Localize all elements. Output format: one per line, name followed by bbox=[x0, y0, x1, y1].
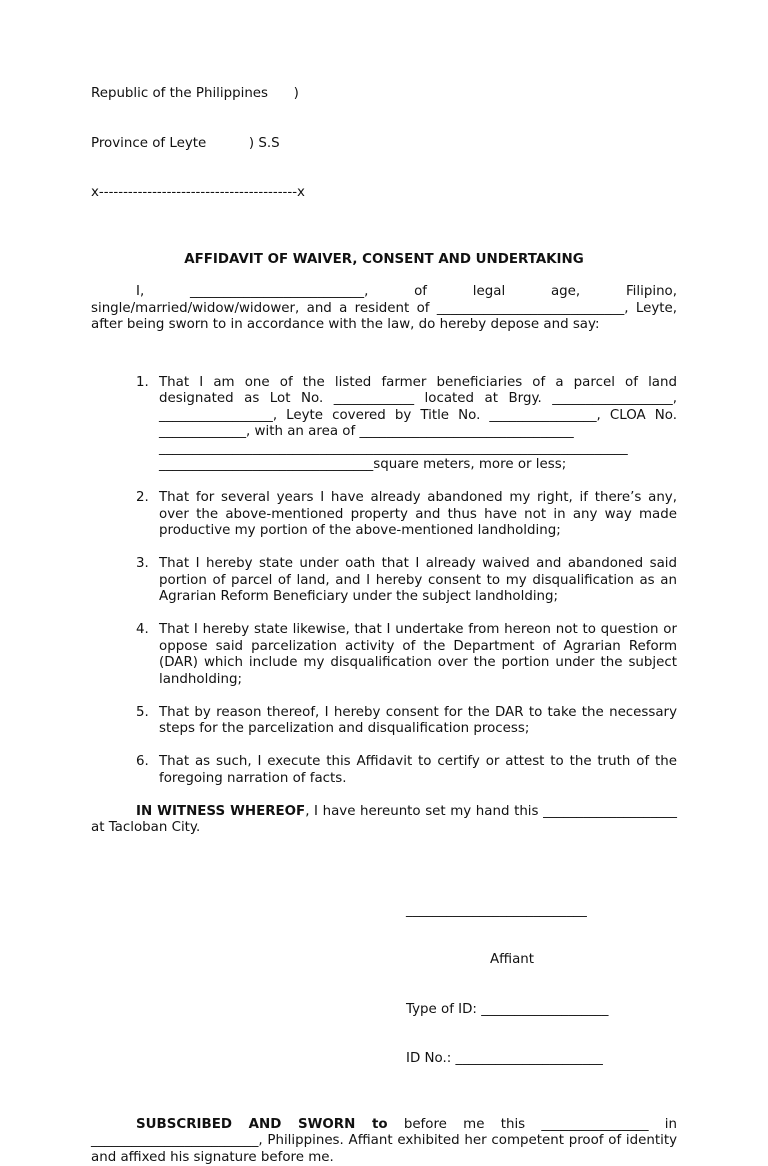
caption-line-separator: x-----------------------------------------x bbox=[91, 185, 677, 202]
signature-line: ___________________________ bbox=[406, 903, 677, 920]
witness-bold-phrase: IN WITNESS WHEREOF bbox=[136, 804, 305, 819]
document-title: AFFIDAVIT OF WAIVER, CONSENT AND UNDERTAKING bbox=[91, 252, 677, 269]
item-text: That I hereby state likewise, that I undertake from hereon not to question or oppose said parcelization activity of the Department of Agrarian Reform (DAR) which include my disqualification over the portion under the subject landholding; bbox=[159, 622, 677, 688]
averment-item-3 bbox=[91, 556, 677, 606]
item-number: 4. bbox=[136, 622, 149, 639]
caption-line-province: Province of Leyte ) S.S bbox=[91, 136, 677, 153]
venue-caption bbox=[91, 53, 677, 235]
caption-line-republic: Republic of the Philippines ) bbox=[91, 86, 677, 103]
item-text: That I am one of the listed farmer beneficiaries of a parcel of land designated as Lot No. ____________ located at Brgy. __________________, _________________, Leyte covered by Title No. ________________, CLOA No. _____________, with an area of ________________________________ bbox=[159, 375, 677, 441]
jurat-rest: before me this ________________ in _________________________, Philippines. Affiant exhibited her competent proof of identity and affixed his signature before me. bbox=[91, 1117, 677, 1165]
item-number: 5. bbox=[136, 705, 149, 722]
id-number-field: ID No.: ______________________ bbox=[406, 1051, 677, 1068]
intro-paragraph: I, __________________________, of legal age, Filipino, single/married/widow/widower, and a resident of ____________________________, Leyte, after being sworn to in accordance with the law, do hereby depose and say: bbox=[91, 284, 677, 334]
averment-item-6 bbox=[91, 754, 677, 787]
item-number: 3. bbox=[136, 556, 149, 573]
signature-block bbox=[406, 870, 677, 1101]
witness-rest: , I have hereunto set my hand this ____________________ at Tacloban City. bbox=[91, 804, 677, 836]
jurat-paragraph bbox=[91, 1117, 677, 1166]
item-blank-line: ______________________________________________________________________ bbox=[159, 441, 677, 458]
item-number: 1. bbox=[136, 375, 149, 392]
averment-item-1 bbox=[91, 375, 677, 474]
item-number: 6. bbox=[136, 754, 149, 771]
item-number: 2. bbox=[136, 490, 149, 507]
averment-item-2 bbox=[91, 490, 677, 540]
averment-item-5 bbox=[91, 705, 677, 738]
averment-item-4 bbox=[91, 622, 677, 688]
item-text: That as such, I execute this Affidavit to certify or attest to the truth of the foregoing narration of facts. bbox=[159, 754, 677, 787]
jurat-bold-phrase: SUBSCRIBED AND SWORN to bbox=[136, 1117, 388, 1132]
item-text: That by reason thereof, I hereby consent for the DAR to take the necessary steps for the parcelization and disqualification process; bbox=[159, 705, 677, 738]
item-text: That for several years I have already abandoned my right, if there’s any, over the above-mentioned property and thus have not in any way made productive my portion of the above-mentioned landholding; bbox=[159, 490, 677, 540]
item-area-line: ________________________________square meters, more or less; bbox=[159, 457, 677, 474]
averments-list bbox=[91, 375, 677, 788]
affiant-label: Affiant bbox=[406, 952, 618, 969]
item-text: That I hereby state under oath that I already waived and abandoned said portion of parcel of land, and I hereby consent to my disqualification as an Agrarian Reform Beneficiary under the subject landholding; bbox=[159, 556, 677, 606]
witness-paragraph bbox=[91, 804, 677, 837]
type-of-id-field: Type of ID: ___________________ bbox=[406, 1002, 677, 1019]
